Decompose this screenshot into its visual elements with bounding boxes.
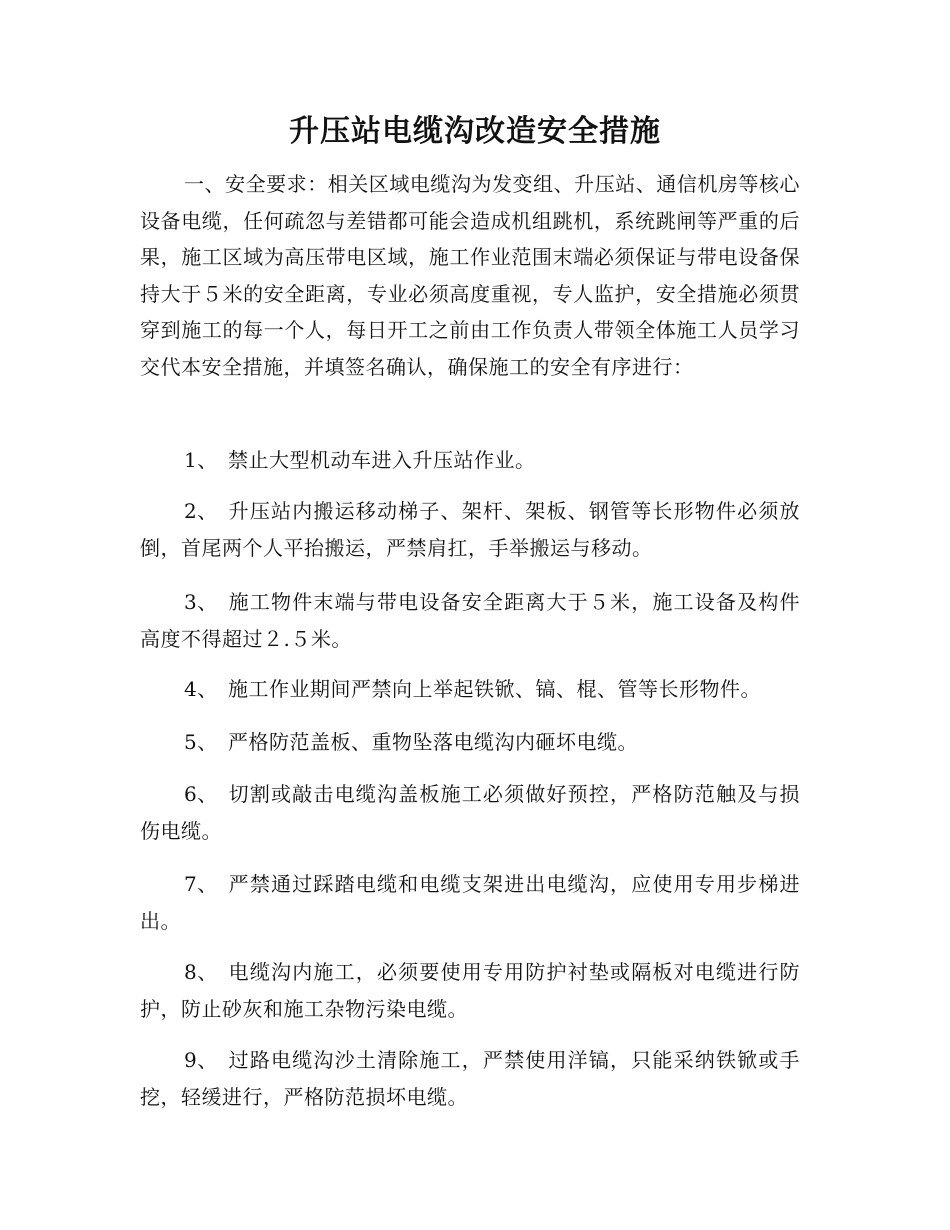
item-number: 6、 bbox=[184, 782, 218, 806]
list-item bbox=[140, 1042, 800, 1115]
list-item bbox=[140, 671, 800, 708]
item-number: 7、 bbox=[184, 872, 218, 896]
item-text: 切割或敲击电缆沟盖板施工必须做好预控，严格防范触及与损伤电缆。 bbox=[140, 782, 800, 843]
item-text: 严禁通过踩踏电缆和电缆支架进出电缆沟，应使用专用步梯进出。 bbox=[140, 872, 800, 933]
item-text: 升压站内搬运移动梯子、架杆、架板、钢管等长形物件必须放倒，首尾两个人平抬搬运，严禁肩扛，手举搬运与移动。 bbox=[140, 499, 800, 560]
item-text: 过路电缆沟沙土清除施工，严禁使用洋镐，只能采纳铁锨或手挖，轻缓进行，严格防范损坏电缆。 bbox=[140, 1048, 800, 1109]
list-item bbox=[140, 724, 800, 761]
item-number: 9、 bbox=[184, 1048, 218, 1072]
document-title: 升压站电缆沟改造安全措施 bbox=[289, 114, 661, 149]
item-text: 禁止大型机动车进入升压站作业。 bbox=[228, 448, 536, 472]
list-item bbox=[140, 584, 800, 657]
item-number: 2、 bbox=[184, 499, 218, 523]
item-text: 施工作业期间严禁向上举起铁锨、镐、棍、管等长形物件。 bbox=[228, 677, 761, 701]
intro-paragraph: 一、安全要求：相关区域电缆沟为发变组、升压站、通信机房等核心设备电缆，任何疏忽与差错都可能会造成机组跳机，系统跳闸等严重的后果，施工区域为高压带电区域，施工作业范围末端必须保证与带电设备保持大于５米的安全距离，专业必须高度重视，专人监护，安全措施必须贯穿到施工的每一个人，每日开工之前由工作负责人带领全体施工人员学习交代本安全措施，并填签名确认，确保施工的安全有序进行： bbox=[140, 172, 800, 379]
item-number: 1、 bbox=[184, 448, 218, 472]
item-text: 施工物件末端与带电设备安全距离大于５米，施工设备及构件高度不得超过２.５米。 bbox=[140, 590, 800, 651]
list-item bbox=[140, 954, 800, 1027]
list-item bbox=[140, 866, 800, 939]
item-text: 严格防范盖板、重物坠落电缆沟内砸坏电缆。 bbox=[228, 730, 638, 754]
item-number: 5、 bbox=[184, 730, 218, 754]
list-item bbox=[140, 493, 800, 566]
item-number: 3、 bbox=[184, 590, 218, 614]
item-number: 4、 bbox=[184, 677, 218, 701]
item-number: 8、 bbox=[184, 960, 218, 984]
list-item bbox=[140, 442, 800, 479]
item-text: 电缆沟内施工，必须要使用专用防护衬垫或隔板对电缆进行防护，防止砂灰和施工杂物污染电缆。 bbox=[140, 960, 800, 1021]
list-item bbox=[140, 776, 800, 849]
